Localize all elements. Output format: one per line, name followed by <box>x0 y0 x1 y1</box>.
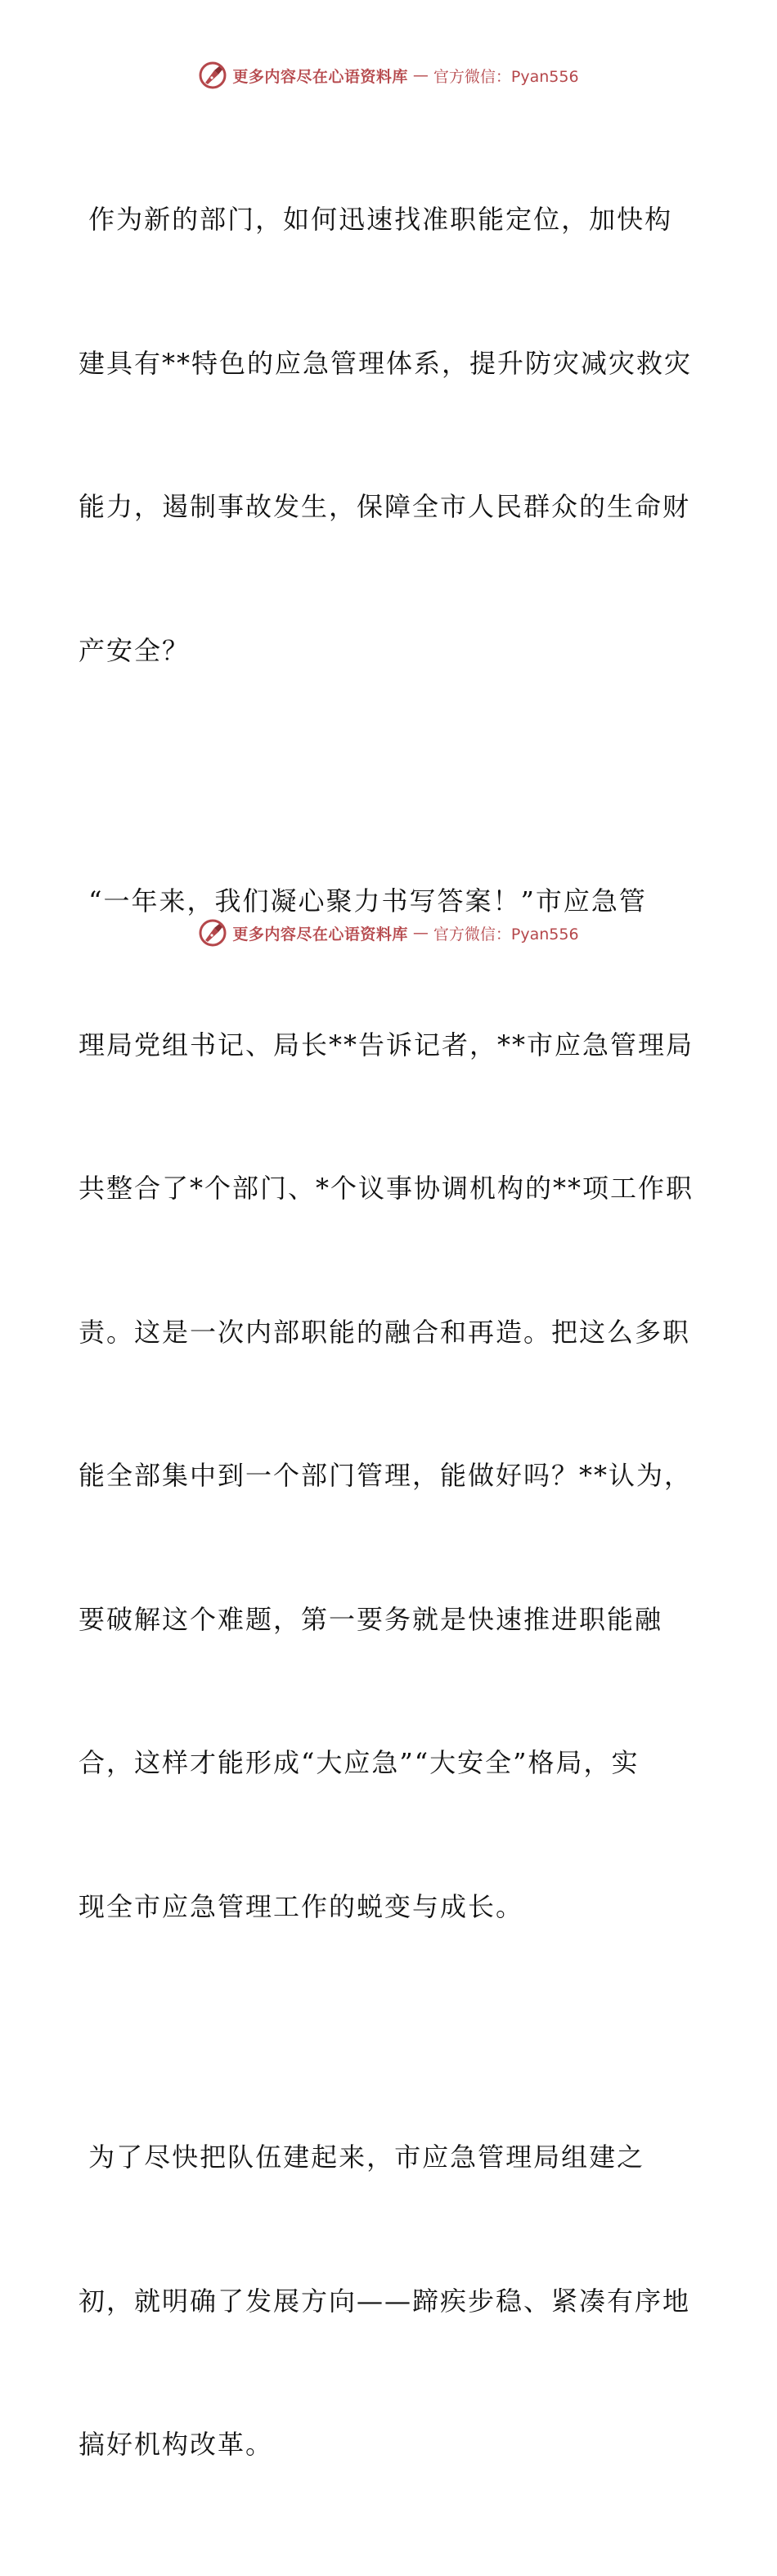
paragraph-line: 要破解这个难题，第一要务就是快速推进职能融 <box>79 1603 663 1635</box>
header-banner-text: 更多内容尽在心语资料库 <box>232 67 408 86</box>
paragraph-line: 作为新的部门，如何迅速找准职能定位，加快构 <box>79 204 673 235</box>
paragraph-line: 能全部集中到一个部门管理，能做好吗？**认为， <box>79 1460 693 1491</box>
paragraph-line: 理局党组书记、局长**告诉记者，**市应急管理局 <box>79 1029 694 1061</box>
footer-banner-separator: — <box>412 924 429 942</box>
paragraph-line: 现全市应急管理工作的蜕变与成长。 <box>79 1890 524 1922</box>
header-banner <box>0 57 777 93</box>
pen-nib-logo-icon <box>198 61 227 90</box>
paragraph-1 <box>79 100 697 770</box>
paragraph-3 <box>79 2038 697 2565</box>
paragraph-line: 为了尽快把队伍建起来，市应急管理局组建之 <box>79 2141 645 2173</box>
paragraph-line: 共整合了*个部门、*个议事协调机构的**项工作职 <box>79 1173 694 1204</box>
header-banner-separator: — <box>412 66 429 84</box>
paragraph-line: 产安全？ <box>79 634 191 666</box>
footer-banner <box>0 915 777 951</box>
pen-nib-logo-icon <box>198 918 227 948</box>
footer-banner-text: 更多内容尽在心语资料库 <box>232 925 408 943</box>
paragraph-line: 初，就明确了发展方向——蹄疾步稳、紧凑有序地 <box>79 2285 691 2317</box>
paragraph-line: “一年来，我们凝心聚力书写答案！”市应急管 <box>79 885 647 916</box>
document-body <box>79 100 697 2576</box>
paragraph-line: 能力，遏制事故发生，保障全市人民群众的生命财 <box>79 491 691 522</box>
paragraph-line: 责。这是一次内部职能的融合和再造。把这么多职 <box>79 1316 691 1348</box>
paragraph-line: 合，这样才能形成“大应急”“大安全”格局，实 <box>79 1747 640 1778</box>
paragraph-line: 建具有**特色的应急管理体系，提升防灾减灾救灾 <box>79 347 693 379</box>
paragraph-line: 搞好机构改革。 <box>79 2429 274 2460</box>
header-banner-wechat: 官方微信：Pyan556 <box>433 67 579 86</box>
paragraph-2 <box>79 781 697 2026</box>
footer-banner-wechat: 官方微信：Pyan556 <box>433 925 579 943</box>
